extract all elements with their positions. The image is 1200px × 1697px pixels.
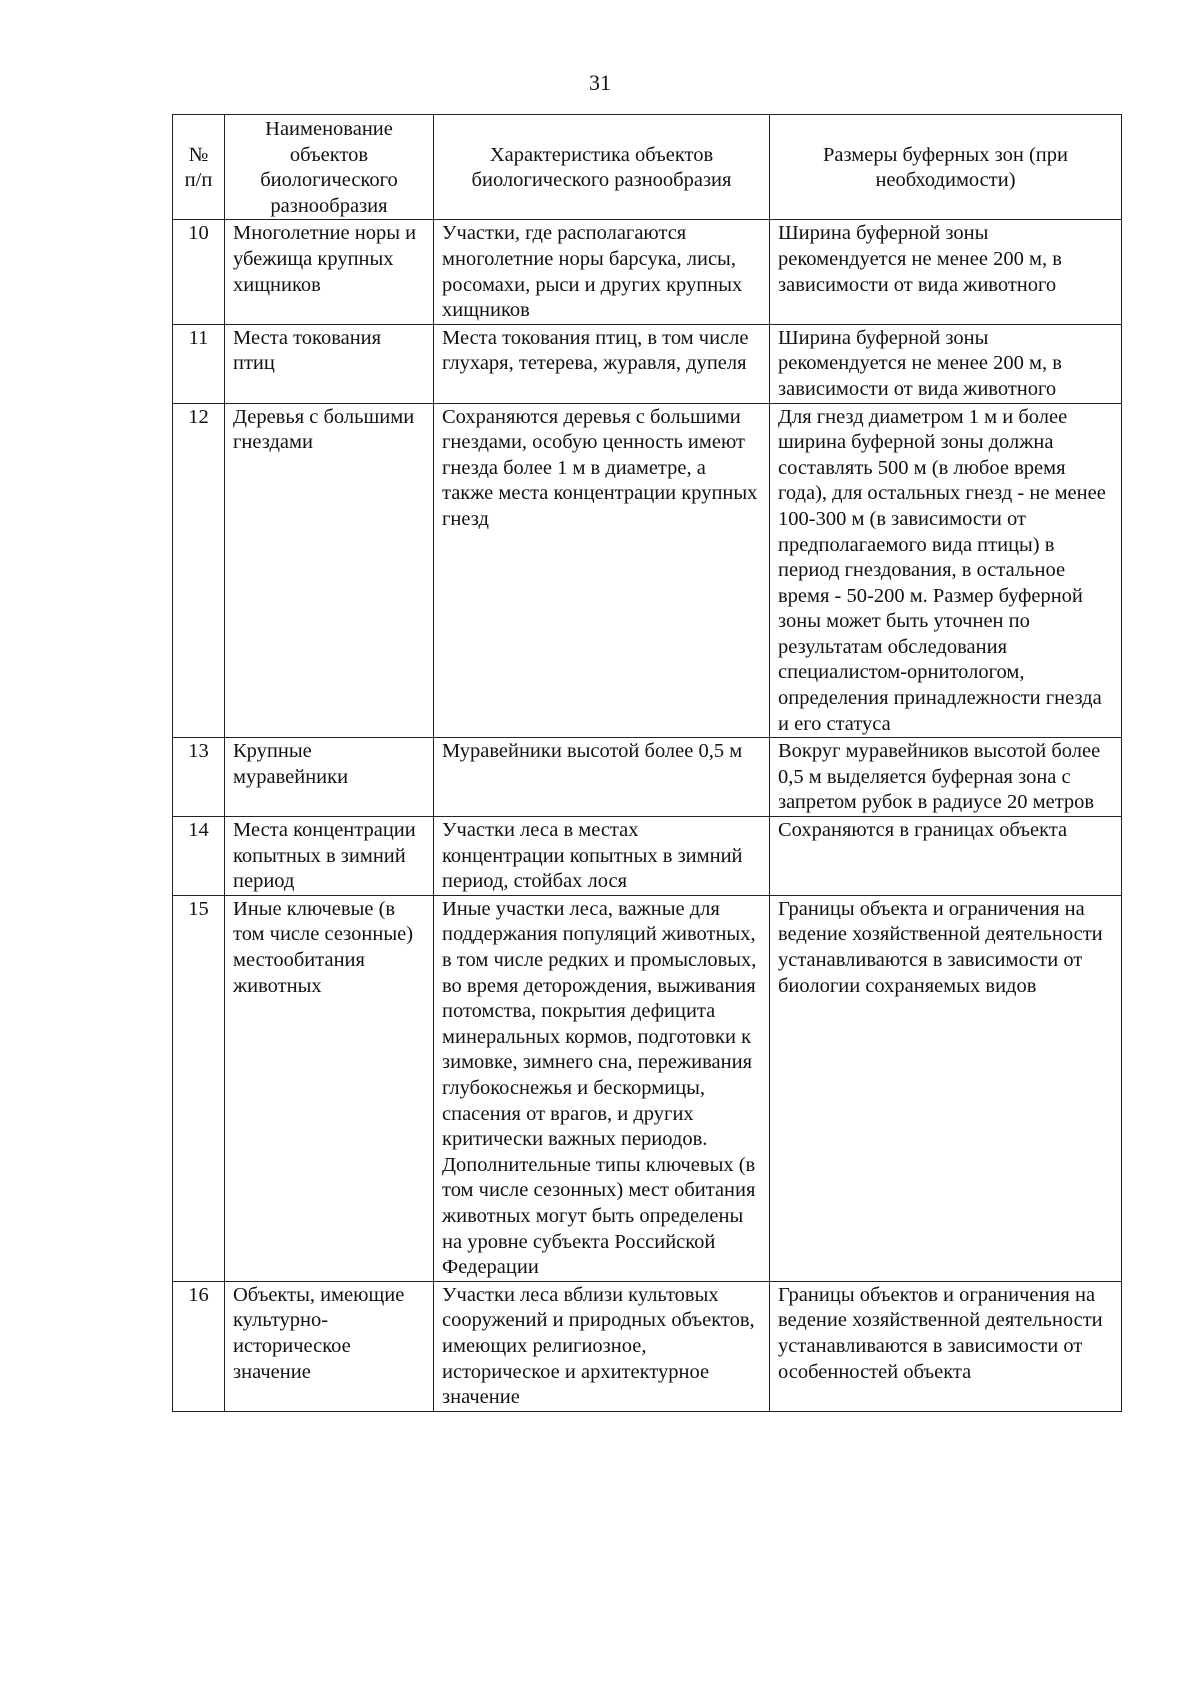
header-num-line2: п/п xyxy=(184,169,213,192)
header-num xyxy=(173,115,225,220)
row-name: Иные ключевые (в том числе сезонные) местообитания животных xyxy=(225,895,434,1281)
row-name: Многолетние норы и убежища крупных хищников xyxy=(225,220,434,324)
row-name: Крупные муравейники xyxy=(225,738,434,817)
row-buffer: Вокруг муравейников высотой более 0,5 м выделяется буферная зона с запретом рубок в радиусе 20 метров xyxy=(770,738,1122,817)
table-row xyxy=(173,738,1122,817)
table-row xyxy=(173,817,1122,896)
table-row xyxy=(173,895,1122,1281)
row-characteristic: Участки леса в местах концентрации копытных в зимний период, стойбах лося xyxy=(434,817,770,896)
header-buffer: Размеры буферных зон (при необходимости) xyxy=(770,115,1122,220)
row-num: 14 xyxy=(173,817,225,896)
row-buffer: Ширина буферной зоны рекомендуется не менее 200 м, в зависимости от вида животного xyxy=(770,220,1122,324)
row-num: 10 xyxy=(173,220,225,324)
header-name: Наименование объектов биологического разнообразия xyxy=(225,115,434,220)
table-row xyxy=(173,220,1122,324)
row-num: 13 xyxy=(173,738,225,817)
header-characteristic: Характеристика объектов биологического разнообразия xyxy=(434,115,770,220)
row-num: 15 xyxy=(173,895,225,1281)
row-name: Места концентрации копытных в зимний период xyxy=(225,817,434,896)
table-row xyxy=(173,1281,1122,1411)
row-characteristic: Муравейники высотой более 0,5 м xyxy=(434,738,770,817)
row-num: 11 xyxy=(173,324,225,403)
table-header-row xyxy=(173,115,1122,220)
row-buffer: Ширина буферной зоны рекомендуется не менее 200 м, в зависимости от вида животного xyxy=(770,324,1122,403)
row-buffer: Сохраняются в границах объекта xyxy=(770,817,1122,896)
table-row xyxy=(173,324,1122,403)
row-num: 16 xyxy=(173,1281,225,1411)
page-number: 31 xyxy=(589,70,611,95)
row-buffer: Границы объектов и ограничения на ведение хозяйственной деятельности устанавливаются в зависимости от особенностей объекта xyxy=(770,1281,1122,1411)
row-name: Деревья с большими гнездами xyxy=(225,403,434,738)
row-characteristic: Сохраняются деревья с большими гнездами, особую ценность имеют гнезда более 1 м в диаметре, а также места концентрации крупных гнезд xyxy=(434,403,770,738)
row-characteristic: Участки леса вблизи культовых сооружений и природных объектов, имеющих религиозное, историческое и архитектурное значение xyxy=(434,1281,770,1411)
row-characteristic: Места токования птиц, в том числе глухаря, тетерева, журавля, дупеля xyxy=(434,324,770,403)
header-num-line1: № xyxy=(188,143,209,166)
table-row xyxy=(173,403,1122,738)
row-characteristic: Участки, где располагаются многолетние норы барсука, лисы, росомахи, рыси и других крупных хищников xyxy=(434,220,770,324)
row-buffer: Границы объекта и ограничения на ведение хозяйственной деятельности устанавливаются в зависимости от биологии сохраняемых видов xyxy=(770,895,1122,1281)
row-name: Объекты, имеющие культурно-историческое значение xyxy=(225,1281,434,1411)
row-characteristic: Иные участки леса, важные для поддержания популяций животных, в том числе редких и промысловых, во время деторождения, выживания потомства, покрытия дефицита минеральных кормов, подготовки к зимовке, зимнего сна, переживания глубокоснежья и бескормицы, спасения от врагов, и других критически важных периодов. Дополнительные типы ключевых (в том числе сезонных) мест обитания животных могут быть определены на уровне субъекта Российской Федерации xyxy=(434,895,770,1281)
row-name: Места токования птиц xyxy=(225,324,434,403)
row-buffer: Для гнезд диаметром 1 м и более ширина буферной зоны должна составлять 500 м (в любое время года), для остальных гнезд - не менее 100-300 м (в зависимости от предполагаемого вида птицы) в период гнездования, в остальное время - 50-200 м. Размер буферной зоны может быть уточнен по результатам обследования специалистом-орнитологом, определения принадлежности гнезда и его статуса xyxy=(770,403,1122,738)
biodiversity-objects-table xyxy=(172,114,1122,1412)
row-num: 12 xyxy=(173,403,225,738)
